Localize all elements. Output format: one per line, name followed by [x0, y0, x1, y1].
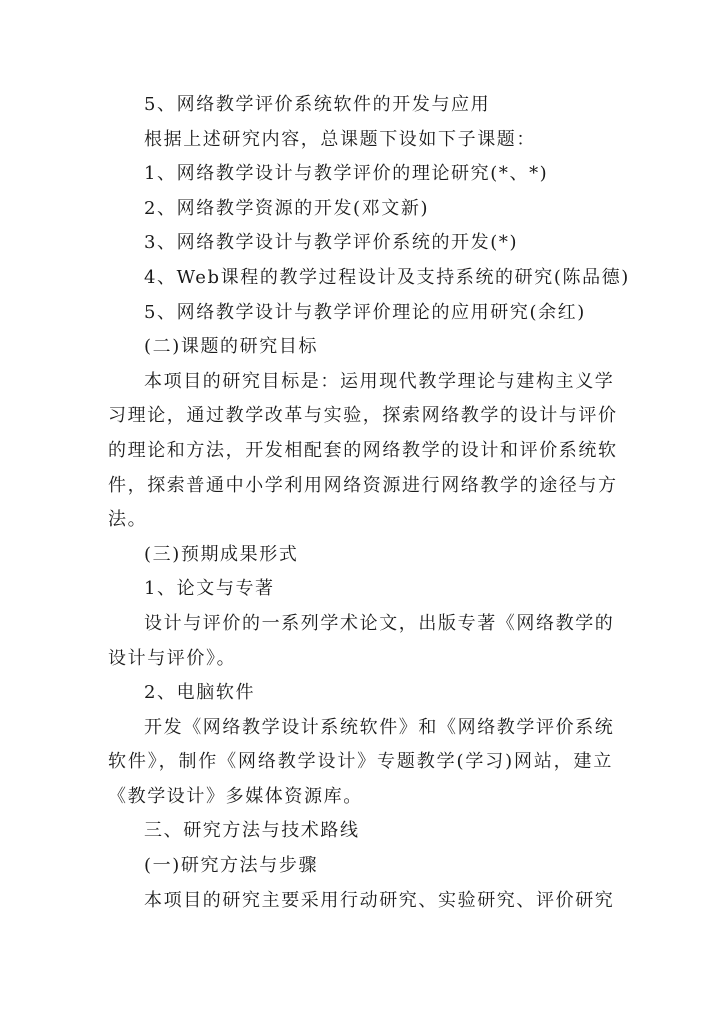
text-line: 5、网络教学设计与教学评价理论的应用研究(余红) [144, 301, 586, 323]
text-line: (三)预期成果形式 [144, 543, 299, 565]
text-line: 2、电脑软件 [144, 682, 256, 704]
document-page [108, 88, 630, 918]
text-line: 三、研究方法与技术路线 [144, 820, 360, 842]
text-line: 2、网络教学资源的开发(邓文新) [144, 197, 430, 219]
text-line: 3、网络教学设计与教学评价系统的开发(*) [144, 232, 519, 254]
text-line: (二)课题的研究目标 [144, 336, 319, 358]
text-line: 1、网络教学设计与教学评价的理论研究(*、*) [144, 163, 549, 185]
text-line: 开发《网络教学设计系统软件》和《网络教学评价系统 [144, 716, 615, 738]
text-line: (一)研究方法与步骤 [144, 855, 319, 877]
text-line: 法。 [108, 509, 148, 531]
text-line: 4、Web课程的教学过程设计及支持系统的研究(陈品德) [144, 266, 630, 288]
text-line: 本项目的研究主要采用行动研究、实验研究、评价研究 [144, 889, 615, 911]
text-line: 软件》，制作《网络教学设计》专题教学(学习)网站，建立 [108, 751, 613, 773]
text-line: 件，探索普通中小学利用网络资源进行网络教学的途径与方 [108, 474, 618, 496]
text-line: 1、论文与专著 [144, 578, 275, 600]
text-line: 设计与评价的一系列学术论文，出版专著《网络教学的 [144, 612, 615, 634]
text-line: 5、网络教学评价系统软件的开发与应用 [144, 94, 491, 115]
text-line: 本项目的研究目标是：运用现代教学理论与建构主义学 [144, 370, 615, 392]
text-line: 根据上述研究内容，总课题下设如下子课题： [144, 128, 536, 150]
text-line: 的理论和方法，开发相配套的网络教学的设计和评价系统软 [108, 439, 618, 461]
text-line: 设计与评价》。 [108, 647, 237, 669]
text-line: 《教学设计》多媒体资源库。 [108, 785, 363, 807]
text-line: 习理论，通过教学改革与实验，探索网络教学的设计与评价 [108, 405, 618, 427]
